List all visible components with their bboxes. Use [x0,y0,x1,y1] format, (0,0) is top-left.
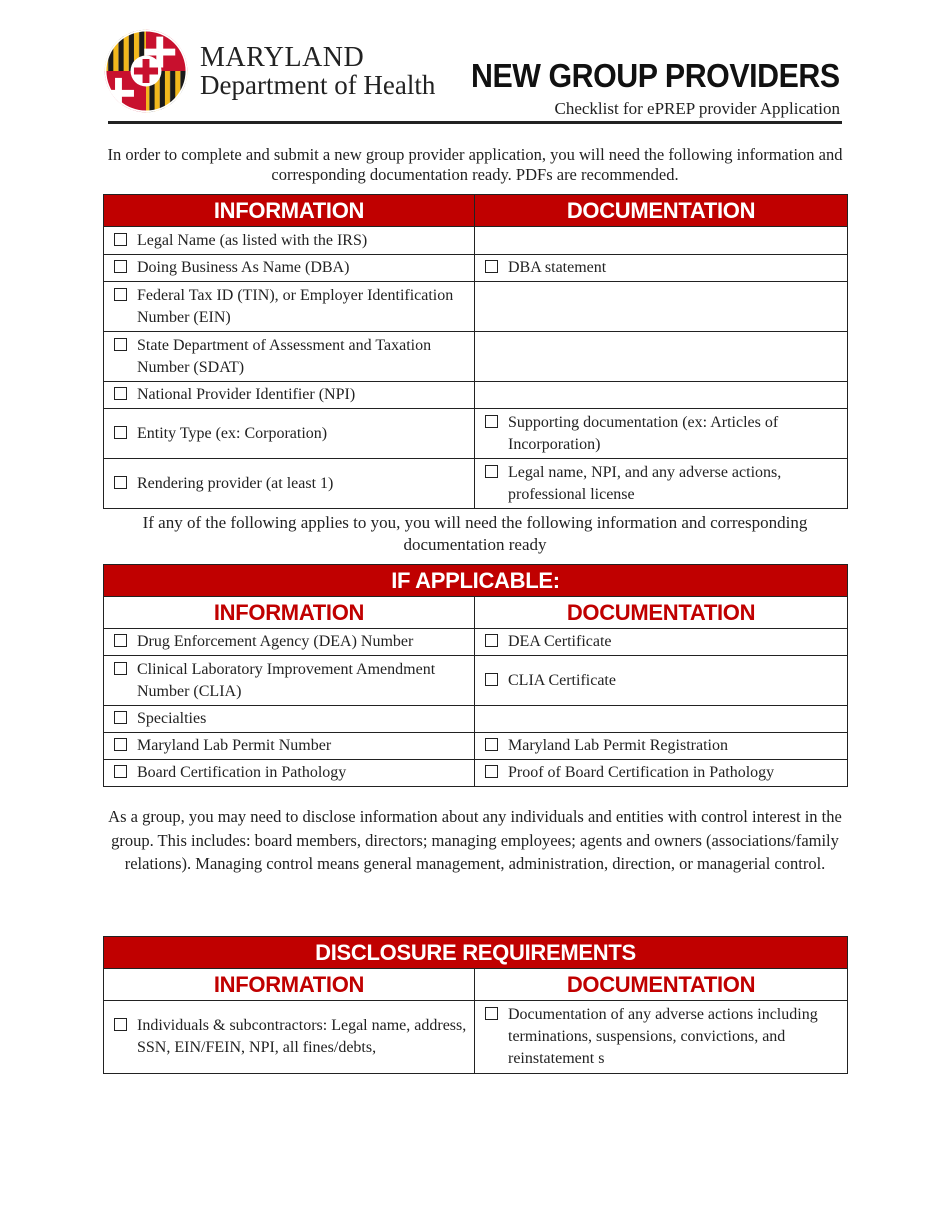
checklist-item [114,735,474,757]
item-label: DBA statement [508,259,607,276]
checkbox[interactable] [485,260,498,273]
checkbox[interactable] [114,387,127,400]
empty-cell [475,706,848,733]
item-label: State Department of Assessment and Taxation Number (SDAT) [137,336,432,376]
org-name-line2: Department of Health [200,70,436,100]
item-label: Doing Business As Name (DBA) [137,259,350,276]
checklist-item [485,412,847,456]
checklist-item [114,762,474,784]
checklist-item [114,230,474,252]
item-label: Maryland Lab Permit Number [137,737,332,754]
checkbox[interactable] [114,288,127,301]
item-label: Supporting documentation (ex: Articles of Incorporation) [508,413,779,453]
item-label: CLIA Certificate [508,671,616,689]
checkbox[interactable] [114,662,127,675]
requirements-table [103,194,848,509]
checkbox[interactable] [114,634,127,647]
item-label: Maryland Lab Permit Registration [508,737,728,754]
checklist-item [114,659,474,703]
checkbox[interactable] [114,426,127,439]
org-name-line1: MARYLAND [200,42,365,73]
checkbox[interactable] [114,711,127,724]
col-header-information: INFORMATION [104,597,475,629]
checklist-item [114,1015,474,1059]
col-header-documentation: DOCUMENTATION [475,597,848,629]
item-label: Individuals & subcontractors: Legal name, address, SSN, EIN/FEIN, NPI, all fines/debts, [137,1017,467,1056]
col-header-information: INFORMATION [104,969,475,1001]
item-label: Clinical Laboratory Improvement Amendment Number (CLIA) [137,660,436,700]
checklist-item [114,423,474,445]
applicable-note: If any of the following applies to you, you will need the following information and corresponding documentation ready [142,513,808,554]
item-label: Legal Name (as listed with the IRS) [137,231,368,249]
checkbox[interactable] [485,465,498,478]
checkbox[interactable] [485,673,498,686]
checklist-item [114,335,474,379]
page-subtitle: Checklist for ePREP provider Application [554,99,840,118]
item-label: Entity Type (ex: Corporation) [137,424,328,442]
disclosure-table [103,936,848,1074]
page-title: NEW GROUP PROVIDERS [471,57,840,94]
col-header-information: INFORMATION [104,195,475,227]
col-header-documentation: DOCUMENTATION [475,969,848,1001]
item-label: Proof of Board Certification in Pathology [508,764,775,781]
col-header-documentation: DOCUMENTATION [475,195,848,227]
section-title-disclosure: DISCLOSURE REQUIREMENTS [104,937,848,969]
item-label: Board Certification in Pathology [137,764,347,781]
item-label: Federal Tax ID (TIN), or Employer Identification Number (EIN) [137,286,454,326]
checkbox[interactable] [485,415,498,428]
checkbox[interactable] [485,738,498,751]
checklist-item [485,257,847,279]
checkbox[interactable] [485,1007,498,1020]
checkbox[interactable] [114,338,127,351]
empty-cell [475,227,848,255]
item-label: DEA Certificate [508,633,612,650]
checklist-item [485,1004,847,1070]
item-label: Legal name, NPI, and any adverse actions, professional license [508,463,782,503]
checklist-item [114,631,474,653]
checklist-item [114,285,474,329]
checklist-item [114,473,474,495]
item-label: National Provider Identifier (NPI) [137,386,356,403]
item-label: Drug Enforcement Agency (DEA) Number [137,633,414,650]
empty-cell [475,382,848,409]
item-label: Rendering provider (at least 1) [137,474,334,492]
checklist-item [485,462,847,506]
disclosure-note: As a group, you may need to disclose information about any individuals and entities with control interest in the group. This includes: board members, directors; managing employees; agents and owners (associations/family relations). Managing control means general management, administration, direction, or managerial control. [108,807,842,873]
checklist-item [485,762,847,784]
if-applicable-table [103,564,848,787]
checklist-item [114,708,474,730]
checkbox[interactable] [114,233,127,246]
item-label: Documentation of any adverse actions including terminations, suspensions, convictions, and reinstatement s [508,1006,818,1067]
empty-cell [475,332,848,382]
item-label: Specialties [137,710,207,727]
checkbox[interactable] [485,765,498,778]
checklist-item [485,631,847,653]
checkbox[interactable] [114,260,127,273]
section-title-if-applicable: IF APPLICABLE: [104,565,848,597]
checkbox[interactable] [114,765,127,778]
checkbox[interactable] [114,738,127,751]
checkbox[interactable] [114,476,127,489]
checklist-item [114,384,474,406]
maryland-seal-logo [103,28,189,114]
checkbox[interactable] [114,1018,127,1031]
header-divider [108,121,842,124]
empty-cell [475,282,848,332]
checklist-item [485,735,847,757]
checklist-item [114,257,474,279]
checkbox[interactable] [485,634,498,647]
intro-paragraph: In order to complete and submit a new group provider application, you will need the following information and corresponding documentation ready. PDFs are recommended. [107,145,843,184]
checklist-item [485,670,847,692]
